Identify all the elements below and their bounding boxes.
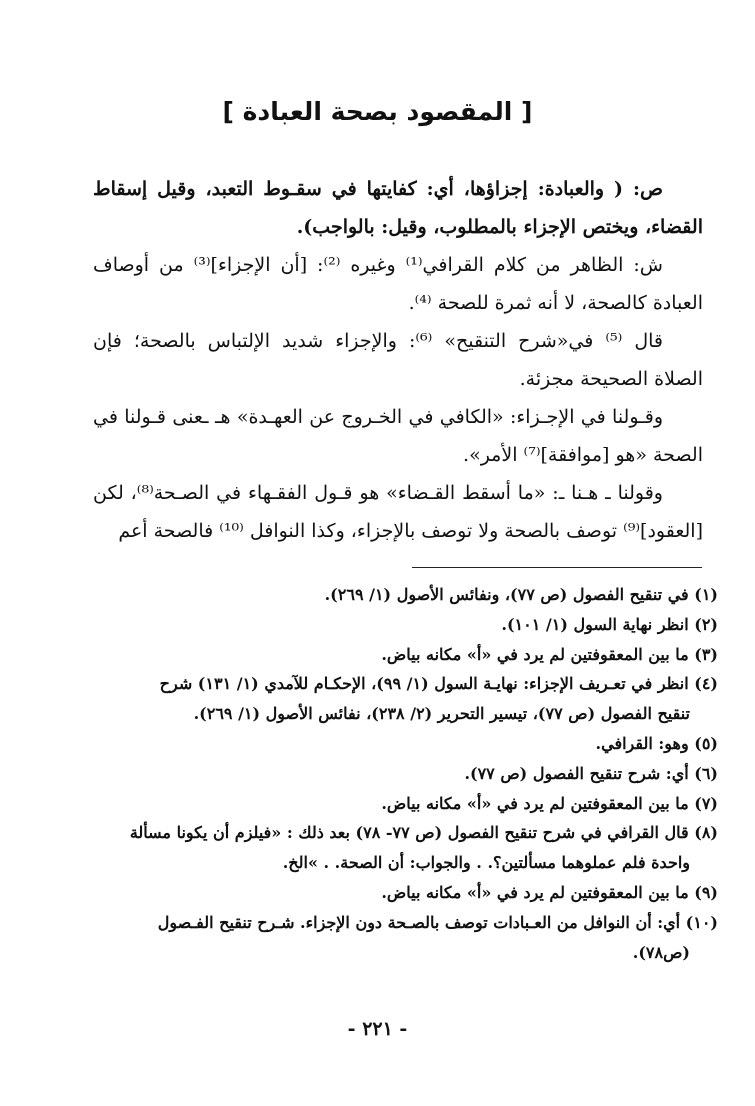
- footnote-3: (٣) ما بين المعقوفتين لم يرد في «أ» مكانه بياض.: [381, 644, 718, 664]
- paragraph-qada: وقولنا ـ هـنا ـ: «ما أسقط القـضاء» هو قـول الفقـهاء في الصـحة⁽⁸⁾، لكن [العقود]⁽⁹⁾ توصف بالصحة ولا توصف بالإجزاء، وكذا النوافل ⁽¹⁰⁾ فالصحة أعم: [93, 482, 703, 542]
- paragraph-matn: ص: ( والعبادة: إجزاؤها، أي: كفايتها في سقـوط التعبد، وقيل إسقاط القضاء، ويختص الإجزاء بالمطلوب، وقيل: بالواجب).: [93, 178, 703, 238]
- paragraph-ijza: وقـولنا في الإجـزاء: «الكافي في الخـروج عن العهـدة» هـ ـعنى قـولنا في الصحة «هو [موافقة]⁽⁷⁾ الأمر».: [93, 406, 703, 466]
- footnote-4-continued: تنقيح الفصول (ص ٧٧)، تيسير التحرير (٢/ ٢٣٨)، نفائس الأصول (١/ ٢٦٩).: [193, 704, 690, 724]
- footnote-2: (٢) انظر نهاية السول (١/ ١٠١).: [501, 614, 718, 634]
- paragraph-sharh: ش: الظاهر من كلام القرافي⁽¹⁾ وغيره ⁽²⁾: [أن الإجزاء]⁽³⁾ من أوصاف العبادة كالصحة، لا أنه ثمرة للصحة ⁽⁴⁾.: [93, 254, 703, 314]
- footnote-10-continued: (ص٧٨).: [632, 942, 690, 962]
- main-text: [93, 170, 703, 550]
- footnote-9: (٩) ما بين المعقوفتين لم يرد في «أ» مكانه بياض.: [381, 882, 718, 902]
- footnote-5: (٥) وهو: القرافي.: [595, 733, 718, 753]
- footnotes: [93, 580, 718, 967]
- footnote-divider: [412, 567, 702, 568]
- paragraph-quote: قال ⁽⁵⁾ في«شرح التنقيح» ⁽⁶⁾: والإجزاء شديد الإلتباس بالصحة؛ فإن الصلاة الصحيحة مجزئة.: [93, 330, 703, 390]
- footnote-8-continued: واحدة فلم عملوهما مسألتين؟. . والجواب: أن الصحة. . »الخ.: [282, 853, 690, 873]
- footnote-10: (١٠) أي: أن النوافل من العـبادات توصف بالصـحة دون الإجزاء. شـرح تنقيح الفـصول: [157, 912, 718, 932]
- footnote-8: (٨) قال القرافي في شرح تنقيح الفصول (ص ٧٧- ٧٨) بعد ذلك : «فيلزم أن يكونا مسألة: [129, 823, 718, 843]
- footnote-1: (١) في تنقيح الفصول (ص ٧٧)، ونفائس الأصول (١/ ٢٦٩).: [324, 585, 718, 604]
- footnote-4: (٤) انظر في تعـريف الإجزاء: نهايـة السول (١/ ٩٩)، الإحكـام للآمدي (١/ ١٣١) شرح: [159, 674, 718, 694]
- footnote-7: (٧) ما بين المعقوفتين لم يرد في «أ» مكانه بياض.: [381, 793, 718, 813]
- page-number: - ٢٢١ -: [347, 1018, 408, 1040]
- footnote-6: (٦) أي: شرح تنقيح الفصول (ص ٧٧).: [464, 763, 718, 783]
- section-heading: [ المقصود بصحة العبادة ]: [222, 97, 533, 126]
